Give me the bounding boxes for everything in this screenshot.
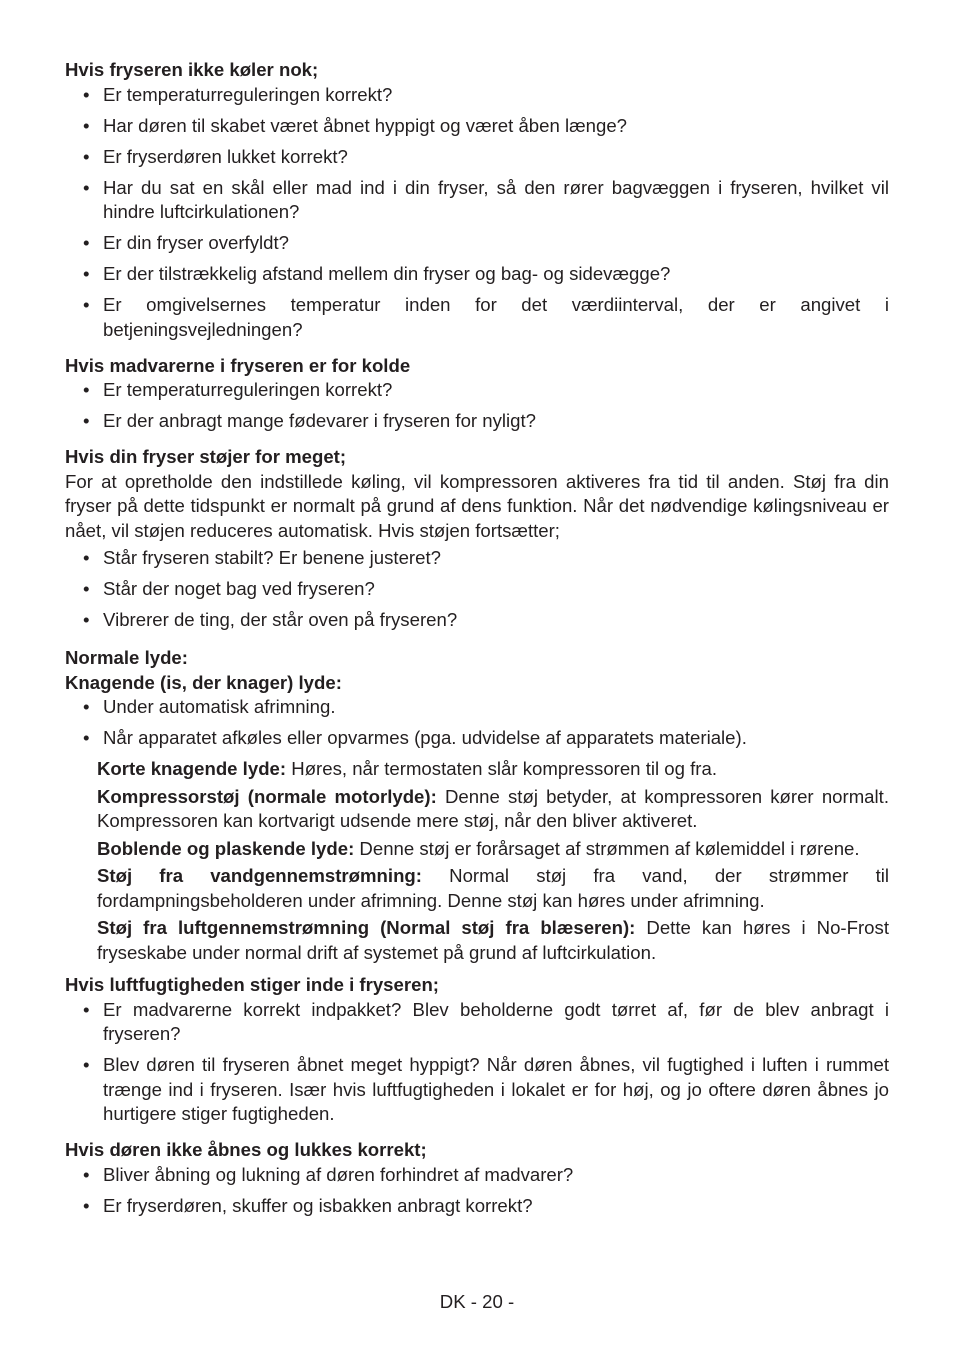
sound-note <box>97 837 889 862</box>
bullet-list <box>65 546 889 633</box>
sound-note <box>97 785 889 834</box>
section-heading: Hvis fryseren ikke køler nok; <box>65 59 319 80</box>
bullet-list <box>65 1163 889 1219</box>
list-item: • Er madvarerne korrekt indpakket? Blev beholderne godt tørret af, før de blev anbragt i fryseren? <box>65 998 889 1047</box>
note-label: Kompressorstøj (normale motorlyde): <box>97 785 437 807</box>
list-item: • Er omgivelsernes temperatur inden for det værdiinterval, der er angivet i betjeningsvejledningen? <box>65 293 889 342</box>
list-item: • Vibrerer de ting, der står oven på fryseren? <box>65 608 889 633</box>
list-item: • Er din fryser overfyldt? <box>65 231 889 256</box>
bullet-list <box>65 695 889 751</box>
list-item: • Er der tilstrækkelig afstand mellem din fryser og bag- og sidevægge? <box>65 262 889 287</box>
note-text: Denne støj betyder, at kompressoren kører normalt. Kompressoren kan kortvarigt udsende mere støj, når den bliver aktiveret. <box>97 785 889 831</box>
list-item: • Står fryseren stabilt? Er benene justeret? <box>65 546 889 571</box>
bullet-list <box>65 83 889 343</box>
document-page <box>65 58 889 1225</box>
section-food-too-cold <box>65 354 889 434</box>
section-heading: Hvis din fryser støjer for meget; <box>65 446 347 467</box>
list-item: • Er temperaturreguleringen korrekt? <box>65 378 889 403</box>
note-text: Høres, når termostaten slår kompressoren til og fra. <box>286 758 718 779</box>
page-number: DK - 20 - <box>439 1291 515 1312</box>
section-heading: Normale lyde: <box>65 647 188 668</box>
list-item: • Står der noget bag ved fryseren? <box>65 577 889 602</box>
sound-note <box>97 864 889 913</box>
note-text: Denne støj er forårsaget af strømmen af kølemiddel i rørene. <box>354 837 860 859</box>
note-label: Korte knagende lyde: <box>97 758 287 779</box>
list-item: • Under automatisk afrimning. <box>65 695 889 720</box>
section-normal-sounds <box>65 646 889 965</box>
section-freezer-not-cooling <box>65 58 889 342</box>
note-label: Boblende og plaskende lyde: <box>97 837 355 859</box>
bullet-list <box>65 998 889 1127</box>
list-item: • Blev døren til fryseren åbnet meget hyppigt? Når døren åbnes, vil fugtighed i luften i rummet trænge ind i fryseren. Især hvis luftfugtigheden i lokalet er for høj, og jo oftere døren åbnes jo hurtigere stiger fugtigheden. <box>65 1053 889 1127</box>
note-label: Støj fra luftgennemstrømning (Normal støj fra blæseren): <box>97 917 636 938</box>
sound-note <box>97 757 889 782</box>
paragraph: For at opretholde den indstillede køling, vil kompressoren aktiveres fra tid til anden. Støj fra din fryser på dette tidspunkt er normalt på grund af dens funktion. Når det nødvendige kølingsniveau er nået, vil støjen reduceres automatisk. Hvis støjen fortsætter; <box>65 470 889 541</box>
section-heading: Hvis madvarerne i fryseren er for kolde <box>65 354 411 376</box>
list-item: • Har døren til skabet været åbnet hyppigt og været åben længe? <box>65 114 889 139</box>
bullet-list <box>65 378 889 434</box>
section-freezer-noise <box>65 445 889 633</box>
list-item: • Er temperaturreguleringen korrekt? <box>65 83 889 108</box>
list-item: • Har du sat en skål eller mad ind i din fryser, så den rører bagvæggen i fryseren, hvilket vil hindre luftcirkulationen? <box>65 176 889 225</box>
list-item: • Er fryserdøren lukket korrekt? <box>65 145 889 170</box>
note-text: Dette kan høres i No-Frost fryseskabe under normal drift af systemet på grund af luftcirkulation. <box>97 917 889 963</box>
list-item: • Er der anbragt mange fødevarer i fryseren for nyligt? <box>65 409 889 434</box>
list-item: • Når apparatet afkøles eller opvarmes (pga. udvidelse af apparatets materiale). <box>65 726 889 751</box>
list-item: • Bliver åbning og lukning af døren forhindret af madvarer? <box>65 1163 889 1188</box>
section-door <box>65 1138 889 1218</box>
list-item: • Er fryserdøren, skuffer og isbakken anbragt korrekt? <box>65 1194 889 1219</box>
section-heading: Hvis luftfugtigheden stiger inde i fryseren; <box>65 974 439 995</box>
sound-note <box>97 916 889 965</box>
note-text: Normal støj fra vand, der strømmer til fordampningsbeholderen under afrimning. Denne støj kan høres under afrimning. <box>97 865 889 911</box>
subsection-heading: Knagende (is, der knager) lyde: <box>65 671 342 693</box>
note-label: Støj fra vandgennemstrømning: <box>97 865 422 886</box>
section-heading: Hvis døren ikke åbnes og lukkes korrekt; <box>65 1139 427 1160</box>
section-humidity <box>65 973 889 1127</box>
